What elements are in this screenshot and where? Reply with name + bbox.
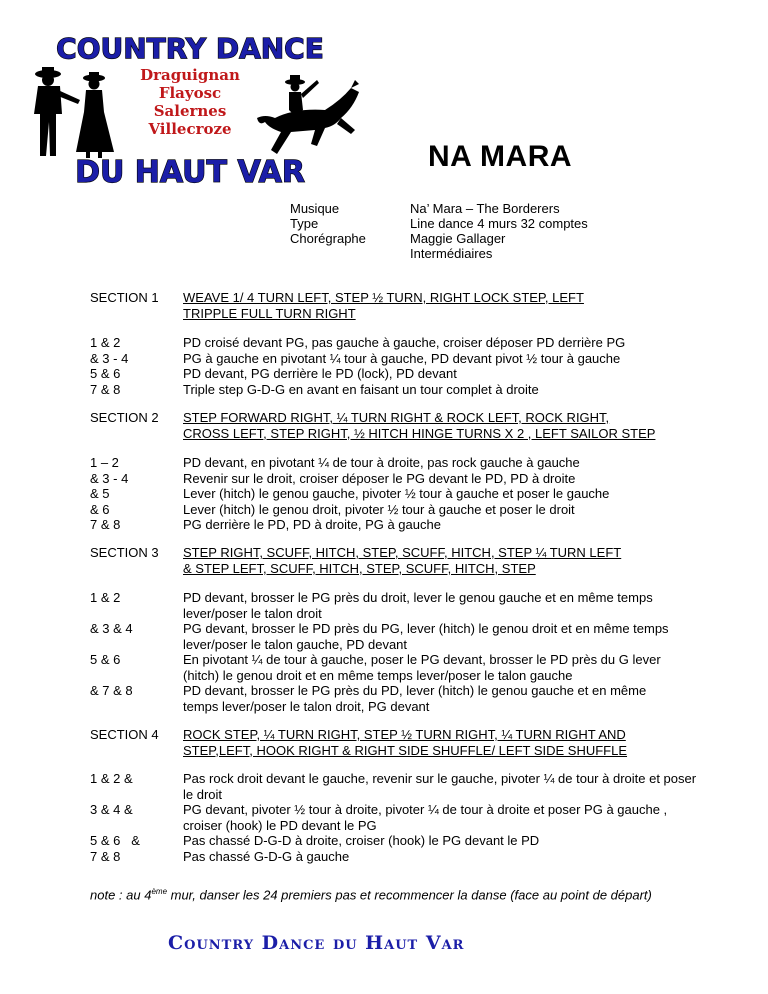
step-count: & 6 [90, 501, 110, 517]
meta-label-choreographer: Chorégraphe [290, 231, 366, 246]
step-description: Pas chassé G-D-G à gauche [183, 848, 350, 864]
meta-value-level: Intermédiaires [410, 246, 493, 261]
dance-title: NA MARA [428, 140, 573, 173]
step-count: & 3 - 4 [90, 350, 129, 366]
dancers-silhouette-icon [22, 64, 122, 160]
town-name: Flayosc [158, 84, 222, 102]
step-description: PD devant, PG derrière le PD (lock), PD devant [183, 366, 457, 381]
step-count: 3 & 4 & [90, 802, 133, 817]
step-description: Pas rock droit devant le gauche, revenir sur le gauche, pivoter ¼ de tour à droite et poser le droit [183, 771, 697, 802]
step-description: PD devant, brosser le PG près du droit, lever le genou gauche et en même temps lever/poser le talon droit [183, 590, 653, 621]
town-name: Draguignan [140, 66, 240, 84]
step-description: Triple step G-D-G en avant en faisant un tour complet à droite [183, 381, 539, 397]
logo-bottom-text [75, 152, 305, 192]
section-2-title-line-1: STEP FORWARD RIGHT, ¼ TURN RIGHT & ROCK LEFT, ROCK RIGHT, [183, 410, 610, 425]
step-description: Revenir sur le droit, croiser déposer le PG devant le PD, PD à droite [183, 470, 576, 486]
step-count: 5 & 6 & [90, 833, 140, 848]
step-description: En pivotant ¼ de tour à gauche, poser le PG devant, brosser le PD près du G lever (hitch) le genou droit et en même temps lever/poser le talon gauche [183, 652, 661, 683]
bucking-horse-icon [255, 70, 365, 165]
note [90, 887, 652, 902]
note-suffix: mur, danser les 24 premiers pas et recommencer la danse (face au point de départ) [167, 887, 652, 903]
step-description: Lever (hitch) le genou droit, pivoter ½ tour à gauche et poser le droit [183, 501, 575, 517]
meta-value-type: Line dance 4 murs 32 comptes [410, 216, 588, 231]
step-count: & 7 & 8 [90, 683, 133, 698]
footer-club-name: Country Dance du Haut Var [168, 932, 465, 954]
step-description: PD devant, brosser le PG près du PD, lever (hitch) le genou gauche et en même temps lever/poser le talon droit, PG devant [183, 683, 647, 714]
logo-title: COUNTRY DANCE [56, 32, 324, 65]
logo-top-text [56, 28, 324, 68]
step-description: PG devant, pivoter ½ tour à droite, pivoter ¼ de tour à droite et poser PG à gauche , croiser (hook) le PD devant le PG [183, 802, 668, 833]
logo-subtitle: DU HAUT VAR [75, 155, 305, 190]
note-superscript: ème [151, 887, 168, 896]
section-2-label: SECTION 2 [90, 410, 159, 425]
step-count: & 5 [90, 486, 110, 501]
step-description: PG derrière le PD, PD à droite, PG à gauche [183, 517, 441, 532]
step-count: & 3 & 4 [90, 621, 133, 636]
section-3-title-line-2: & STEP LEFT, SCUFF, HITCH, STEP, SCUFF, HITCH, STEP [183, 560, 536, 576]
step-description: Pas chassé D-G-D à droite, croiser (hook) le PG devant le PD [183, 833, 540, 848]
meta-value-music: Na’ Mara – The Borderers [410, 201, 560, 216]
step-description: Lever (hitch) le genou gauche, pivoter ½ tour à gauche et poser le gauche [183, 486, 610, 501]
step-count: 5 & 6 [90, 652, 121, 667]
section-1-title-line-2: TRIPPLE FULL TURN RIGHT [183, 305, 356, 321]
step-count: 1 & 2 & [90, 771, 133, 786]
section-3-title-line-1: STEP RIGHT, SCUFF, HITCH, STEP, SCUFF, HITCH, STEP ¼ TURN LEFT [183, 545, 622, 560]
meta-label-type: Type [290, 216, 319, 231]
step-description: PG devant, brosser le PD près du PG, lever (hitch) le genou droit et en même temps lever/poser le talon gauche, PD devant [183, 621, 669, 652]
step-count: 1 & 2 [90, 590, 121, 605]
section-4-title-line-1: ROCK STEP, ¼ TURN RIGHT, STEP ½ TURN RIGHT, ¼ TURN RIGHT AND [183, 727, 626, 742]
note-prefix: note : au 4 [90, 887, 152, 903]
meta-value-choreographer: Maggie Gallager [410, 231, 506, 246]
section-4-label: SECTION 4 [90, 727, 159, 742]
step-description: PD croisé devant PG, pas gauche à gauche, croiser déposer PD derrière PG [183, 335, 626, 350]
meta-label-music: Musique [290, 201, 340, 216]
step-count: 1 & 2 [90, 335, 121, 350]
step-count: 7 & 8 [90, 381, 121, 397]
step-count: 5 & 6 [90, 366, 121, 381]
section-2-title-line-2: CROSS LEFT, STEP RIGHT, ½ HITCH HINGE TURNS X 2 , LEFT SAILOR STEP [183, 425, 656, 441]
step-count: 7 & 8 [90, 848, 121, 864]
section-1-label: SECTION 1 [90, 290, 159, 305]
section-4-title-line-2: STEP,LEFT, HOOK RIGHT & RIGHT SIDE SHUFFLE/ LEFT SIDE SHUFFLE [183, 742, 628, 758]
town-name: Salernes [153, 102, 227, 120]
section-3-label: SECTION 3 [90, 545, 159, 560]
logo-towns [120, 66, 260, 138]
town-name: Villecroze [148, 120, 232, 138]
step-description: PG à gauche en pivotant ¼ tour à gauche, PD devant pivot ½ tour à gauche [183, 350, 621, 366]
step-count: 1 – 2 [90, 455, 119, 470]
step-count: 7 & 8 [90, 517, 121, 532]
step-description: PD devant, en pivotant ¼ de tour à droite, pas rock gauche à gauche [183, 455, 580, 470]
step-count: & 3 - 4 [90, 470, 129, 486]
section-1-title-line-1: WEAVE 1/ 4 TURN LEFT, STEP ½ TURN, RIGHT LOCK STEP, LEFT [183, 290, 584, 305]
